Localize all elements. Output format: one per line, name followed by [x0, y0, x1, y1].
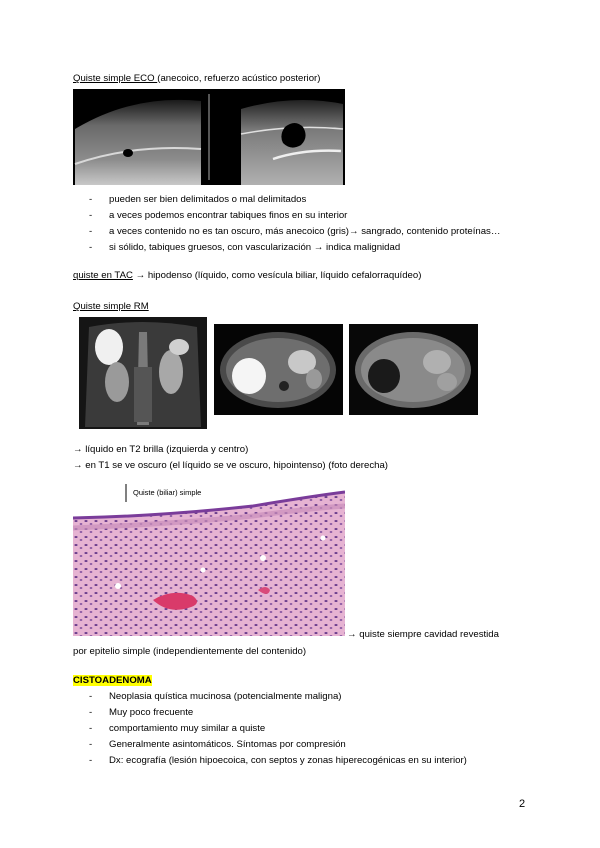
- cistoadenoma-title: [73, 675, 152, 687]
- rm-line-2: → en T1 se ve oscuro (el líquido se ve oscuro, hipointenso) (foto derecha): [73, 460, 388, 471]
- mri-image-axial-t1: [349, 324, 478, 415]
- bullet-dash: -: [89, 723, 93, 734]
- rm-line-1: → líquido en T2 brilla (izquierda y centro): [73, 444, 249, 455]
- bullet-dash: -: [89, 739, 93, 750]
- mri-axial-t1-svg: [349, 324, 478, 415]
- bullet-dash: -: [89, 242, 93, 253]
- eco-bullet-text-4: si sólido, tabiques gruesos, con vascularización → indica malignidad: [109, 242, 401, 253]
- ultrasound-image: [73, 89, 345, 185]
- mri-image-axial-t2: [214, 324, 343, 415]
- cisto-bullet-text-2: Muy poco frecuente: [109, 707, 194, 718]
- eco-bullet-text-1: pueden ser bien delimitados o mal delimitados: [109, 194, 307, 205]
- eco-bullet-text-2: a veces podemos encontrar tabiques finos en su interior: [109, 210, 348, 221]
- mri-axial-t2-svg: [214, 324, 343, 415]
- page-number: 2: [519, 798, 526, 810]
- cistoadenoma-title-text: CISTOADENOMA: [73, 675, 152, 686]
- histology-image-svg: [73, 478, 345, 636]
- bullet-dash: -: [89, 755, 93, 766]
- bullet-dash: -: [89, 194, 93, 205]
- histology-label: Quiste (biliar) simple: [133, 488, 202, 497]
- cisto-bullet-text-4: Generalmente asintomáticos. Síntomas por compresión: [109, 739, 346, 750]
- rm-title: Quiste simple RM: [73, 301, 149, 312]
- histology-image: [73, 478, 345, 636]
- cisto-bullet-text-1: Neoplasia quística mucinosa (potencialmente maligna): [109, 691, 342, 702]
- bullet-dash: -: [89, 226, 93, 237]
- tac-rest: → hipodenso (líquido, como vesícula biliar, líquido cefalorraquídeo): [132, 270, 422, 281]
- tac-underlined: quiste en TAC: [73, 270, 133, 281]
- mri-coronal-svg: [79, 317, 207, 429]
- cisto-bullet-text-3: comportamiento muy similar a quiste: [109, 723, 266, 734]
- histology-caption-2: por epitelio simple (independientemente del contenido): [73, 646, 307, 657]
- bullet-dash: -: [89, 210, 93, 221]
- tac-line: [73, 270, 421, 282]
- mri-image-coronal: [79, 317, 207, 429]
- ultrasound-image-svg: [73, 89, 345, 185]
- bullet-dash: -: [89, 707, 93, 718]
- eco-title-rest: (anecoico, refuerzo acústico posterior): [157, 73, 321, 84]
- eco-title: [73, 73, 320, 85]
- cisto-bullet-text-5: Dx: ecografía (lesión hipoecoica, con septos y zonas hiperecogénicas en su interior): [109, 755, 467, 766]
- bullet-dash: -: [89, 691, 93, 702]
- eco-title-underlined: Quiste simple ECO: [73, 73, 158, 84]
- histology-caption: → quiste siempre cavidad revestida: [347, 629, 499, 640]
- eco-bullet-text-3: a veces contenido no es tan oscuro, más anecoico (gris)→ sangrado, contenido proteínas…: [109, 226, 501, 237]
